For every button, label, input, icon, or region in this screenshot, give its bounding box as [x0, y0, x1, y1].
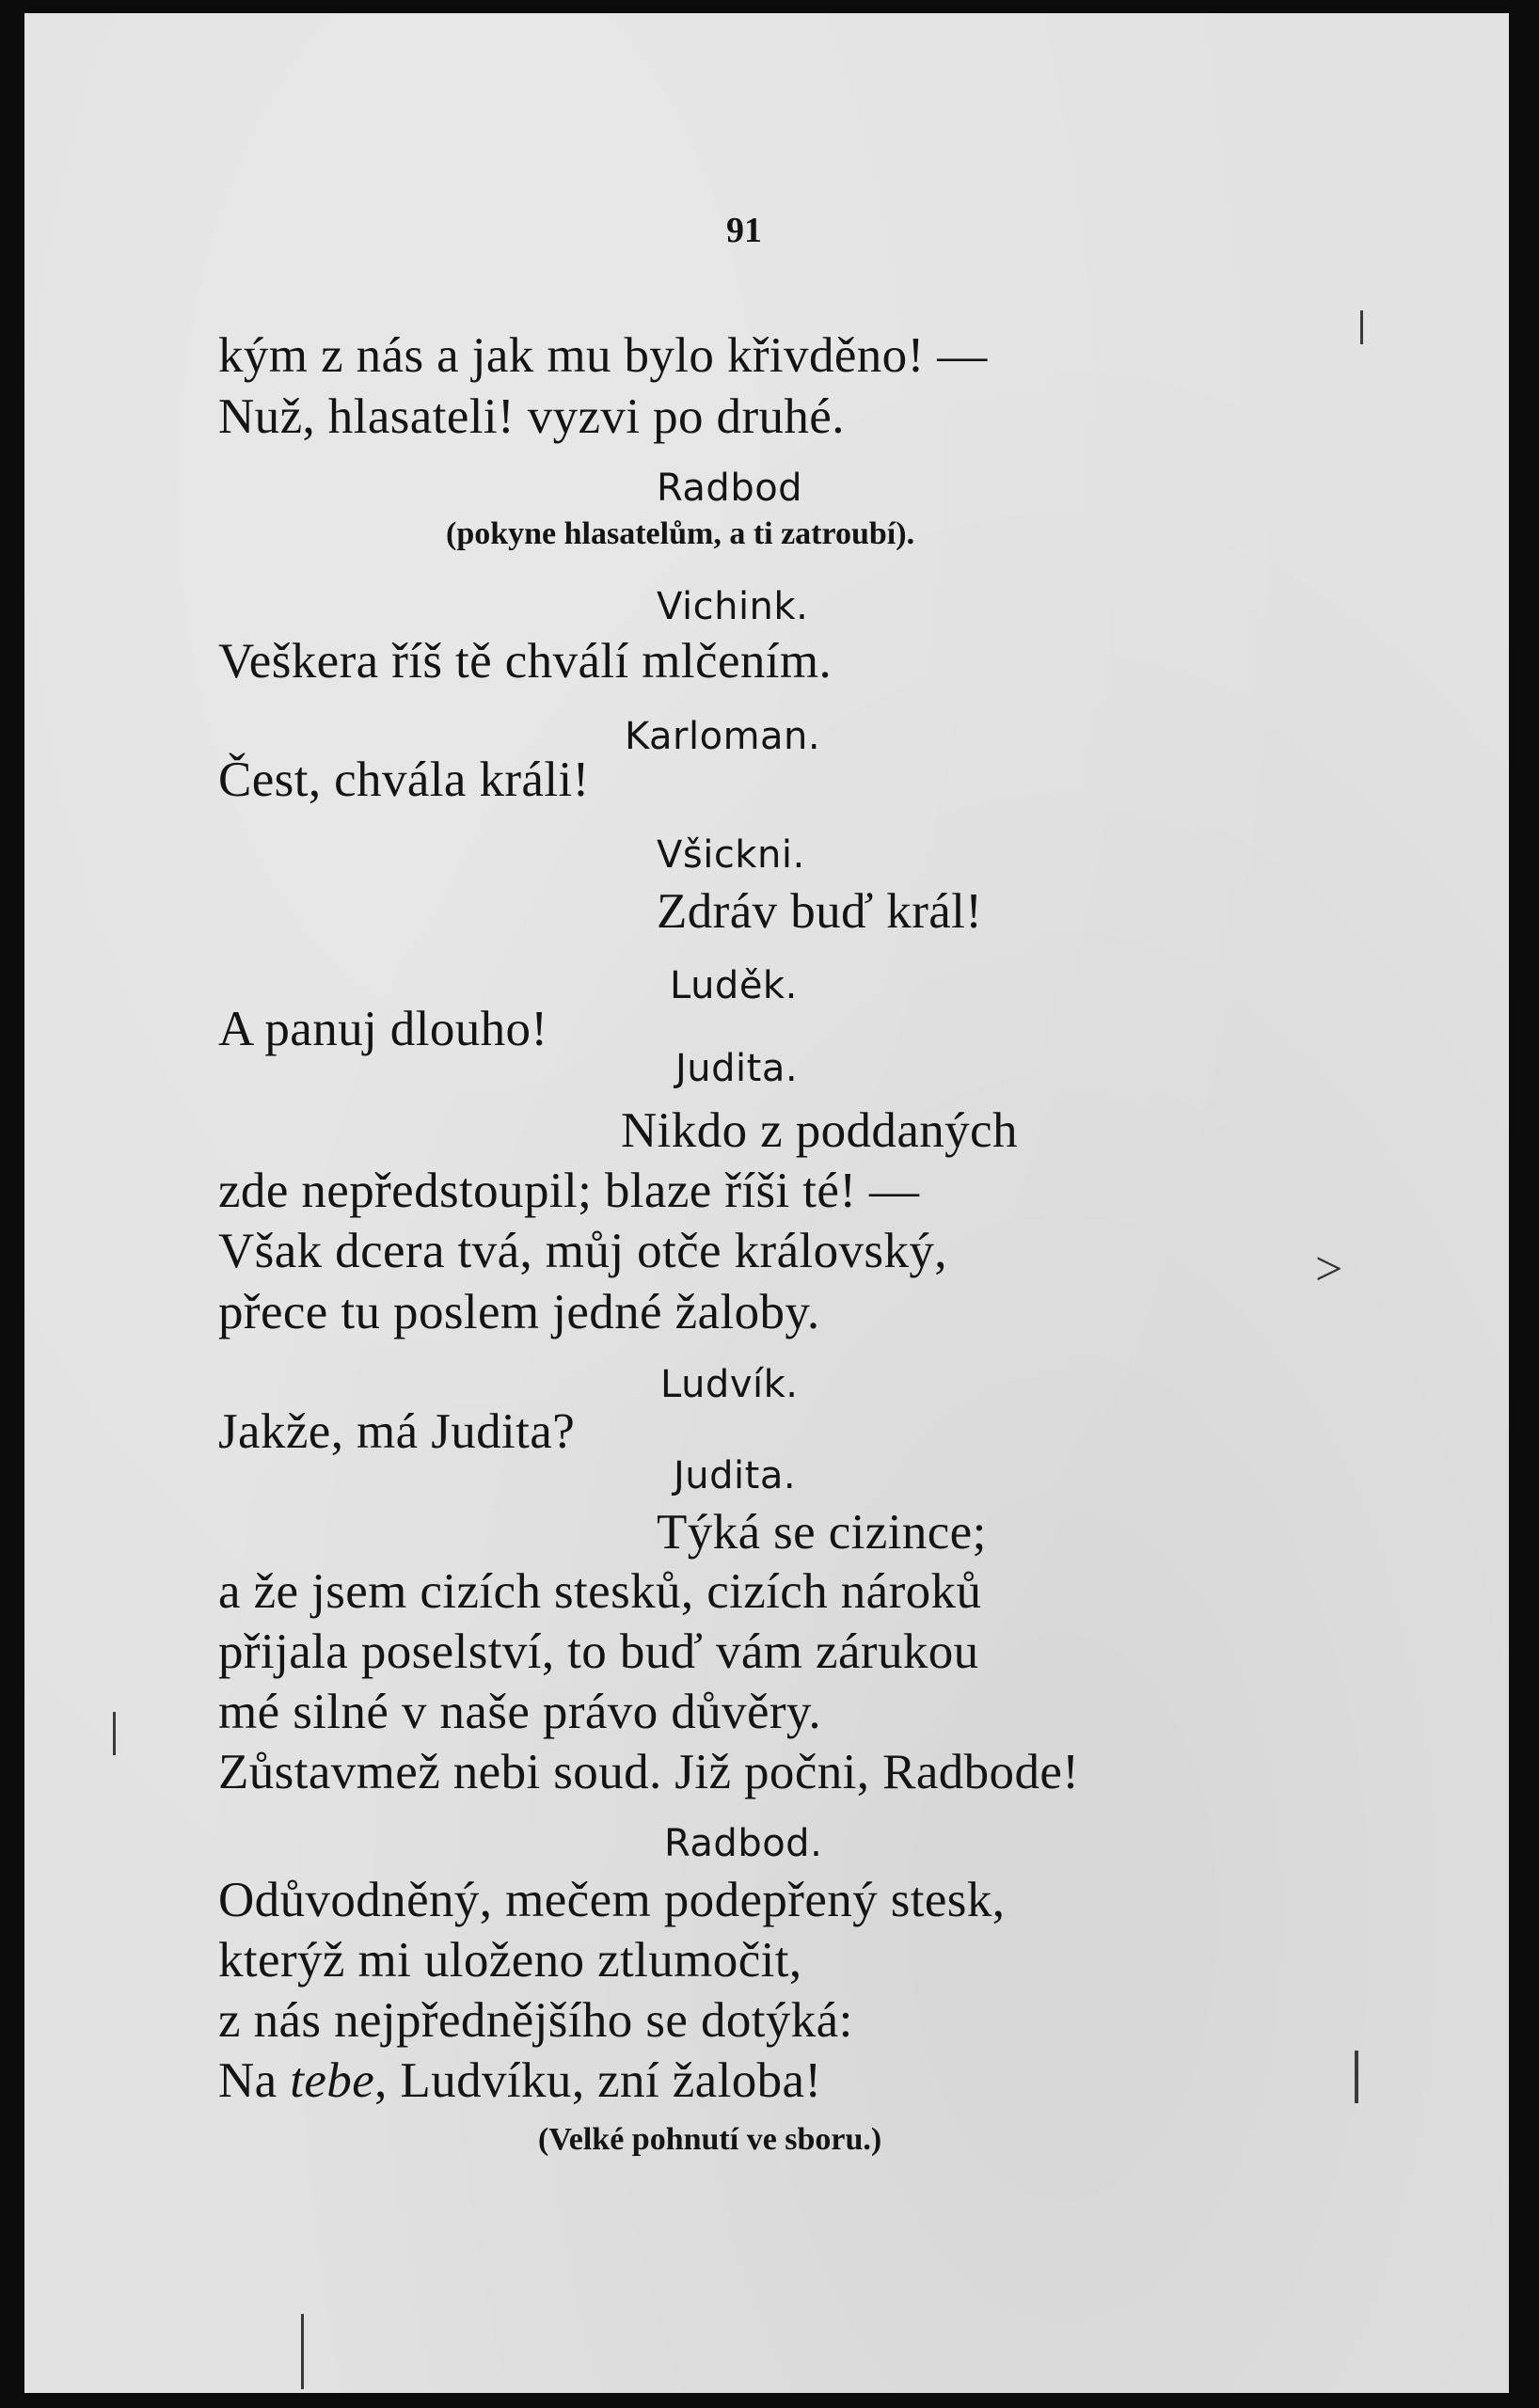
verse-line: Týká se cizince; [657, 1505, 987, 1560]
stage-direction: (Velké pohnutí ve sboru.) [538, 2122, 882, 2157]
verse-line: Zdráv buď král! [657, 884, 983, 939]
verse-line: zde nepředstoupil; blaze říši té! — [218, 1164, 920, 1218]
speaker-name: Radbod [657, 467, 803, 510]
verse-line: Veškera říš tě chválí mlčením. [218, 634, 833, 689]
stage-direction: (pokyne hlasatelům, a ti zatroubí). [446, 516, 915, 551]
verse-line: Jakže, má Judita? [218, 1404, 576, 1459]
verse-line: a že jsem cizích stesků, cizích nároků [218, 1564, 982, 1619]
verse-line: z nás nejpřednějšího se dotýká: [218, 1993, 853, 2048]
speaker-name: Karloman. [625, 715, 821, 758]
verse-line: A panuj dlouho! [218, 1002, 548, 1056]
speaker-name: Všickni. [657, 833, 805, 877]
verse-line: Nuž, hlasateli! vyzvi po druhé. [218, 389, 845, 444]
scratch-mark [301, 2314, 304, 2389]
verse-line: mé silné v naše právo důvěry. [218, 1685, 822, 1739]
verse-line: Nikdo z poddaných [621, 1103, 1018, 1158]
margin-mark: > [1315, 1243, 1343, 1296]
page-number: 91 [726, 211, 762, 250]
verse-line: přece tu poslem jedné žaloby. [218, 1285, 820, 1339]
scratch-mark [1360, 310, 1363, 344]
verse-line: kterýž mi uloženo ztlumočit, [218, 1933, 802, 1988]
speaker-name: Ludvík. [660, 1363, 799, 1406]
speaker-name: Judita. [675, 1047, 799, 1090]
verse-line: Čest, chvála králi! [218, 752, 590, 807]
scratch-mark [1355, 2051, 1358, 2103]
speaker-name: Vichink. [657, 585, 809, 628]
verse-line: Zůstavmež nebi soud. Již počni, Radbode! [218, 1745, 1080, 1799]
verse-text: Na [218, 2053, 291, 2108]
scratch-mark [113, 1712, 116, 1755]
verse-line: Však dcera tvá, můj otče královský, [218, 1224, 947, 1278]
verse-line: přijala poselství, to buď vám zárukou [218, 1624, 979, 1679]
speaker-name: Judita. [674, 1454, 797, 1497]
verse-line [218, 2053, 822, 2108]
emphasized-word: tebe [290, 2053, 375, 2108]
speaker-name: Radbod. [664, 1822, 823, 1865]
verse-text: , Ludvíku, zní žaloba! [374, 2053, 822, 2108]
verse-line: Odůvodněný, mečem podepřený stesk, [218, 1873, 1006, 1927]
speaker-name: Luděk. [670, 964, 798, 1007]
verse-line: kým z nás a jak mu bylo křivděno! — [218, 328, 988, 383]
